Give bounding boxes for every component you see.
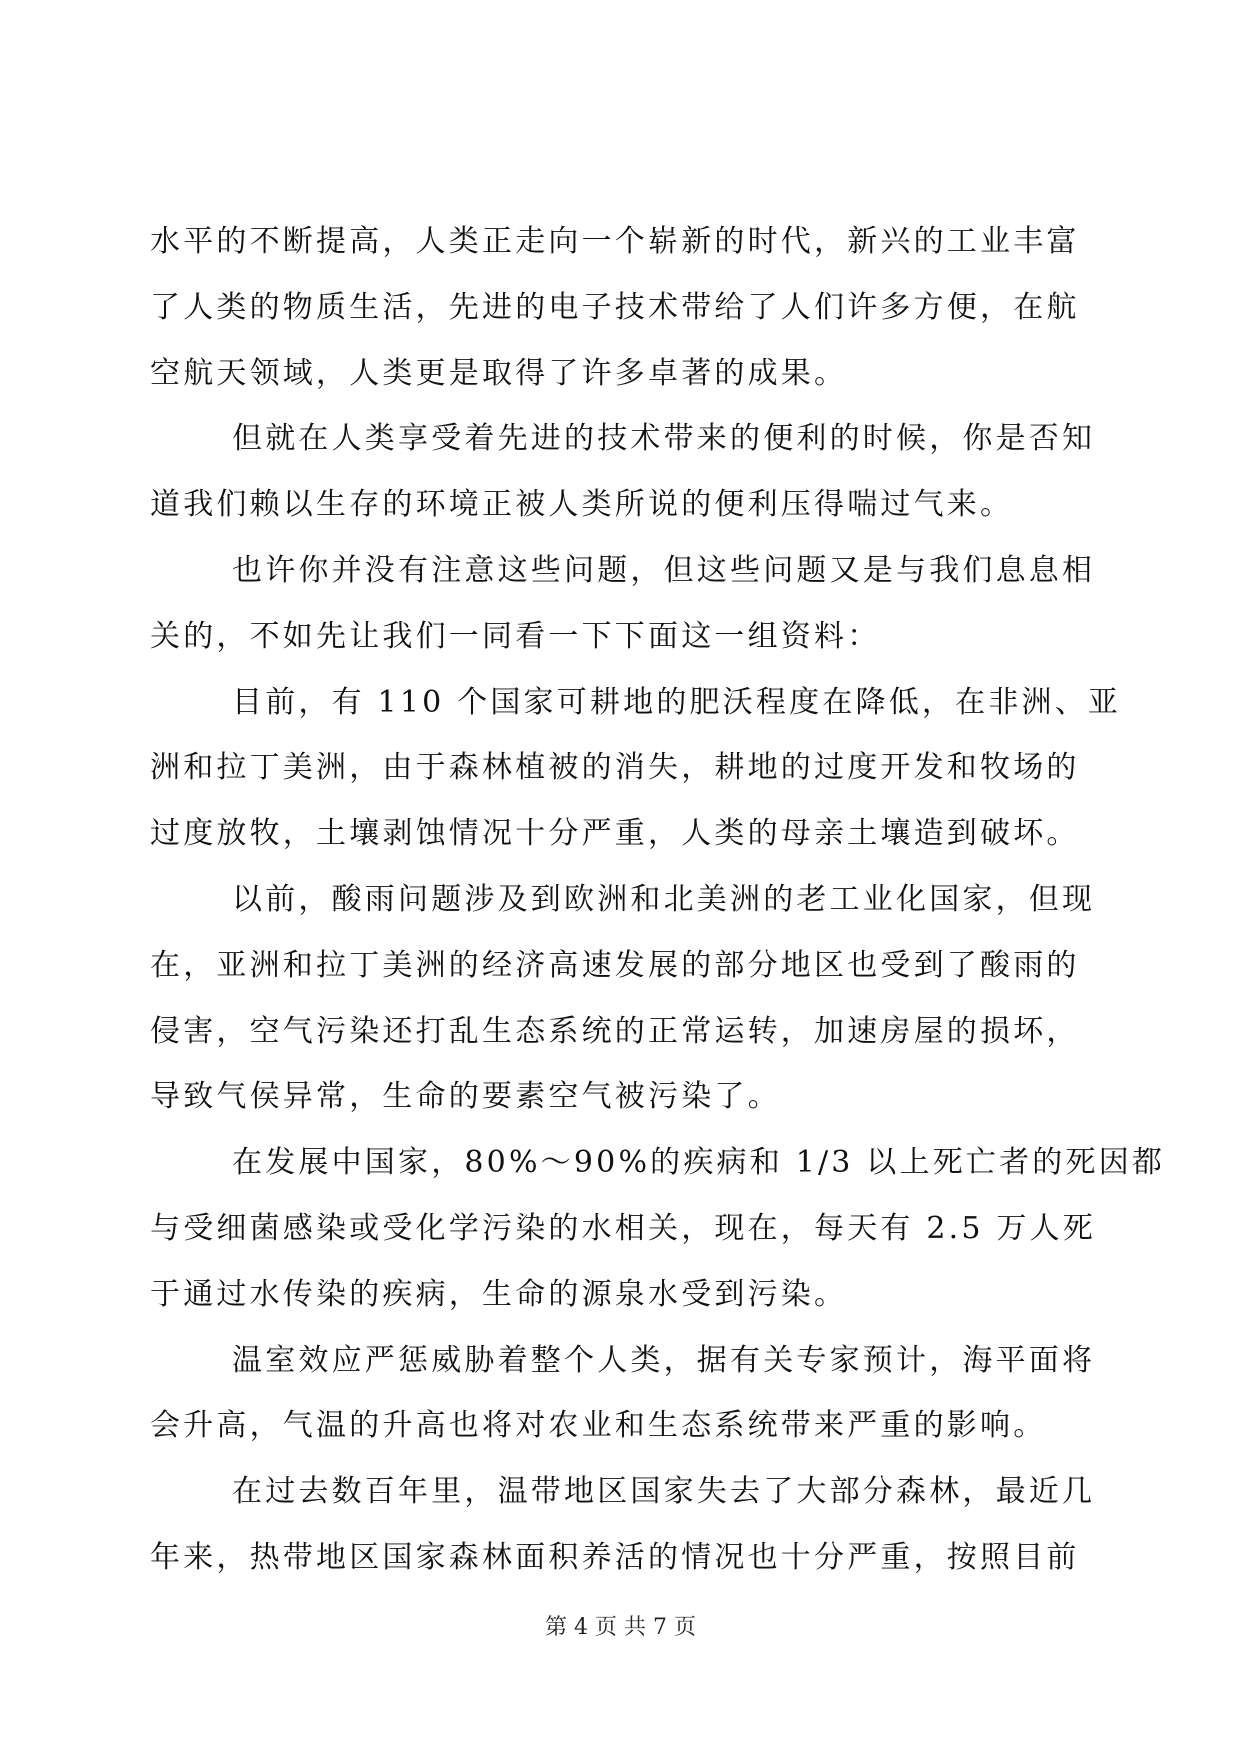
text-line: 但就在人类享受着先进的技术带来的便利的时候，你是否知 — [232, 421, 1096, 457]
page-footer: 第 4 页 共 7 页 — [545, 1615, 696, 1640]
text-line: 洲和拉丁美洲，由于森林植被的消失，耕地的过度开发和牧场的 — [150, 750, 1080, 786]
text-line: 在，亚洲和拉丁美洲的经济高速发展的部分地区也受到了酸雨的 — [150, 947, 1080, 983]
text-line: 在过去数百年里，温带地区国家失去了大部分森林，最近几 — [232, 1474, 1096, 1510]
text-line: 温室效应严惩威胁着整个人类，据有关专家预计，海平面将 — [232, 1342, 1096, 1378]
text-line: 会升高，气温的升高也将对农业和生态系统带来严重的影响。 — [150, 1408, 1047, 1444]
text-line: 空航天领域，人类更是取得了许多卓著的成果。 — [150, 355, 848, 391]
text-line: 导致气侯异常，生命的要素空气被污染了。 — [150, 1079, 781, 1115]
text-line: 于通过水传染的疾病，生命的源泉水受到污染。 — [150, 1276, 848, 1312]
text-line: 水平的不断提高，人类正走向一个崭新的时代，新兴的工业丰富 — [150, 224, 1080, 259]
text-line: 与受细菌感染或受化学污染的水相关，现在，每天有 2.5 万人死 — [150, 1210, 1096, 1246]
text-line: 以前，酸雨问题涉及到欧洲和北美洲的老工业化国家，但现 — [232, 881, 1096, 917]
text-line: 也许你并没有注意这些问题，但这些问题又是与我们息息相 — [232, 552, 1096, 588]
text-line: 道我们赖以生存的环境正被人类所说的便利压得喘过气来。 — [150, 487, 1014, 523]
body-text — [150, 224, 1166, 1606]
text-line: 了人类的物质生活，先进的电子技术带给了人们许多方便，在航 — [150, 289, 1080, 325]
text-line: 目前，有 110 个国家可耕地的肥沃程度在降低，在非洲、亚 — [232, 684, 1122, 720]
text-line: 侵害，空气污染还打乱生态系统的正常运转，加速房屋的损坏， — [150, 1013, 1080, 1049]
text-line: 年来，热带地区国家森林面积养活的情况也十分严重，按照目前 — [150, 1539, 1080, 1575]
text-line: 过度放牧，土壤剥蚀情况十分严重，人类的母亲土壤造到破坏。 — [150, 816, 1080, 852]
text-line: 关的，不如先让我们一同看一下下面这一组资料： — [150, 618, 881, 654]
text-line: 在发展中国家，80%～90%的疾病和 1/3 以上死亡者的死因都 — [232, 1145, 1166, 1181]
